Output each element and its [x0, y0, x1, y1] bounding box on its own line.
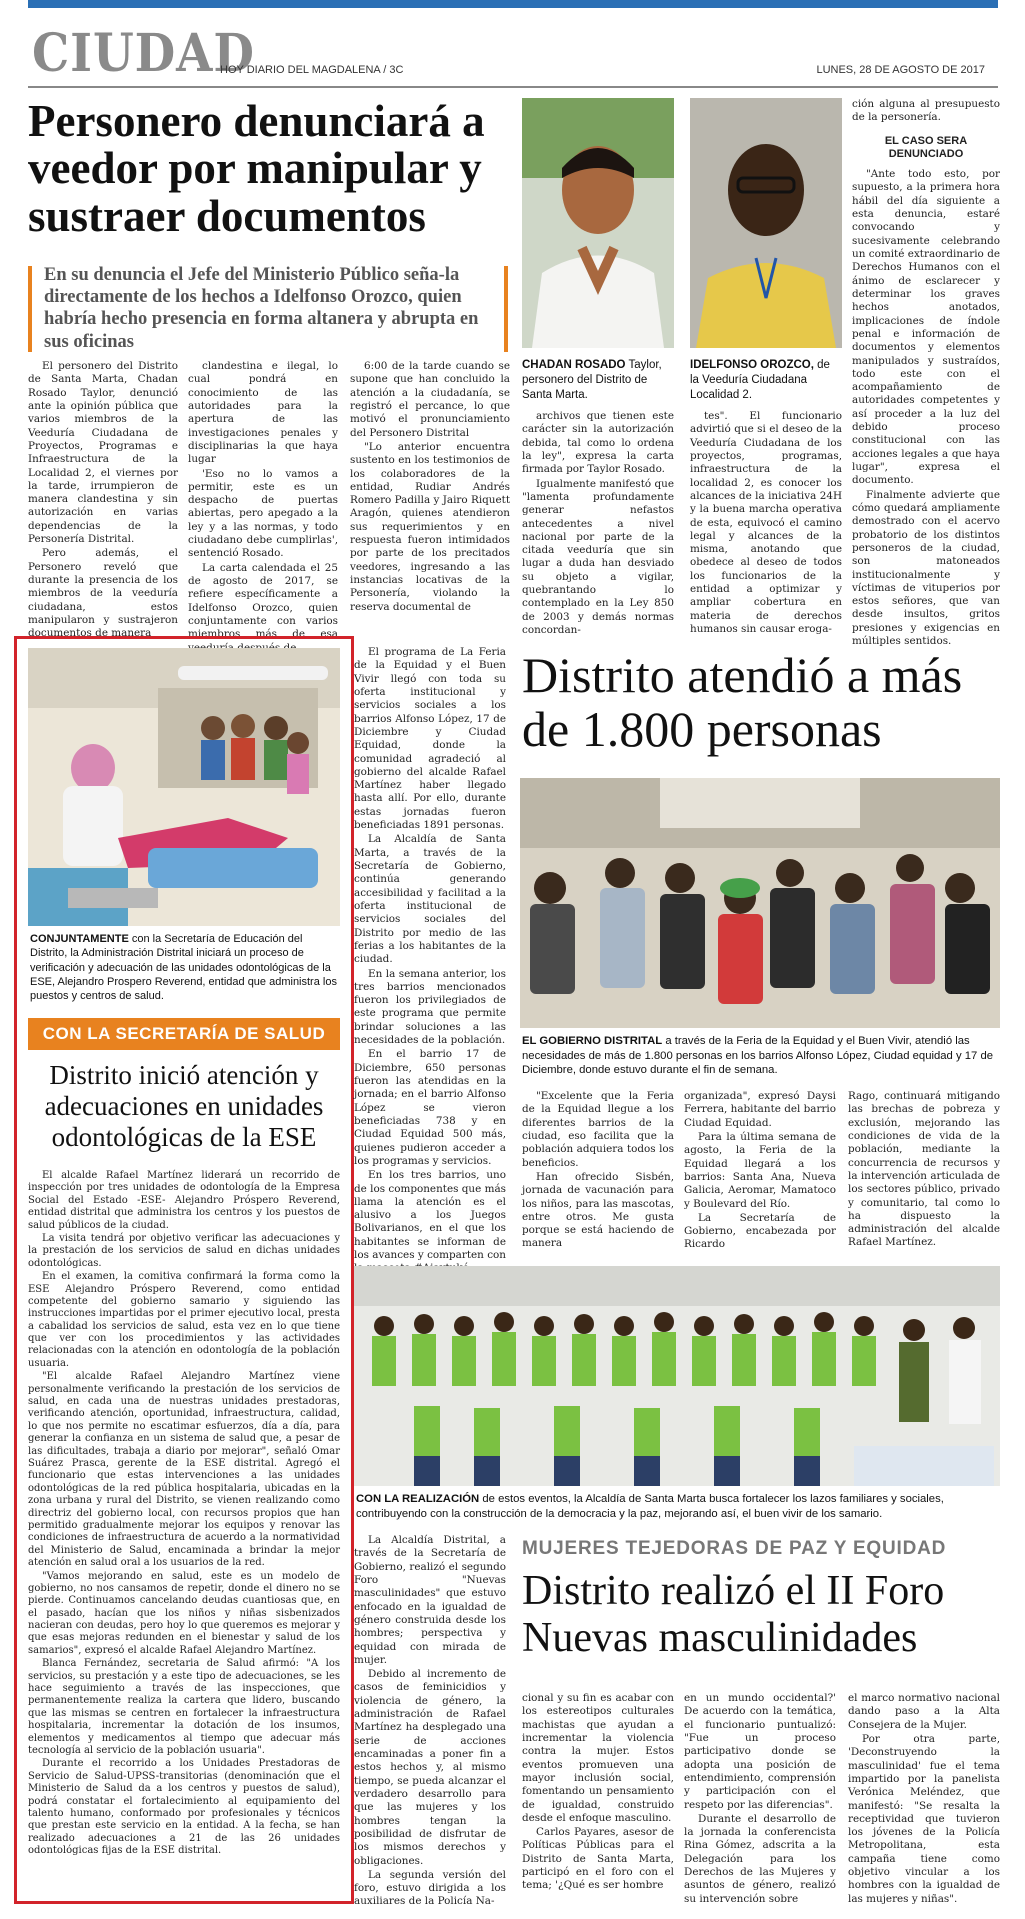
story3-a-p2: Han ofrecido Sisbén, jornada de vacunación para los niños, para las mascotas, entre otros. Me gusta porque se está haciendo de manera — [522, 1170, 674, 1250]
story2-kicker: CON LA SECRETARÍA DE SALUD — [28, 1018, 340, 1050]
fair-photo-caption — [522, 1034, 1000, 1078]
story2-p7: Durante el recorrido a los Unidades Prestadoras de Servicio de Salud-UPSS-transitorias (denominación que el Ministerio de Salud da a los centros y puestos de salud), podrá constatar el fortalecimiento al equipamiento del talento humano, conformado por profesionales y técnicos que prestan este servicio en la entidad. A la fecha, se han realizado adecuaciones a 21 de las 26 unidades odontológicas fijas de la ESE distrital. — [28, 1758, 340, 1857]
story3-a-p1: "Excelente que la Feria de la Equidad llegue a los diferentes barrios de la ciudad, eso facilita que la población adquiera todos los beneficios. — [522, 1090, 674, 1169]
story4-col4-p1: el marco normativo nacional dando paso a la Alta Consejera de la Mujer. — [848, 1692, 1000, 1731]
story1-col3-p2: "Lo anterior encuentra sustento en los testimonios de los colaboradores de la entidad, Rudiar Andrés Romero Padilla y Jairo Riquett Aragón, quienes atendieron sus requerimientos y en respuesta fueron intimidados por parte de los precitados veedores, ingresando a las instancias locativas de la Personería, violando la reserva documental de — [350, 440, 510, 613]
masthead-rule — [28, 86, 998, 88]
story3-b-p2: Para la última semana de agosto, la Feria de la Equidad llegará a los barrios: Santa Ana, Nueva Galicia, Aeromar, Mamatoco y Boulevard del Río. — [684, 1130, 836, 1210]
story3-headline: Distrito atendió a más de 1.800 personas — [522, 647, 963, 757]
story4-col3-p1: en un mundo occidental?' De acuerdo con la temática, el funcionario puntualizó: "Fue un proceso participativo donde se adopta una posición de entendimiento, comprensión y participación con el respeto por las diferencias". — [684, 1692, 836, 1811]
story2-p2: La visita tendrá por objetivo verificar las adecuaciones y la prestación de los servicios de salud en dichas unidades odontológicas. — [28, 1232, 340, 1269]
story1-col6-subhead: EL CASO SERA DENUNCIADO — [884, 134, 968, 161]
story1-col6-p1: ción alguna al presupuesto de la personería. — [852, 98, 1000, 124]
story1-col2-p1: clandestina e ilegal, lo cual pondrá en conocimiento de las autoridades para la apertura de las investigaciones penales y disciplinarias la que haya lugar — [188, 360, 338, 466]
story3-c-p1: Rago, continuará mitigando las brechas de pobreza y exclusión, mejorando las condiciones de vida de la población, mediante la concurrencia de recursos y la intervención articulada de los sectores público, privado y comunitario, tal como lo ha dispuesto la administración del alcalde Rafael Martínez. — [848, 1090, 1000, 1249]
fair-caption-text: a través de la Feria de la Equidad y el Buen Vivir, atendió las necesidades de más de 1.800 personas en los barrios Alfonso López, Ciudad equidad y 17 de Diciembre, donde estuvo durante el fin de semana. — [522, 1035, 994, 1077]
story1-headline: Personero denunciará a veedor por manipular y sustraer documentos — [28, 96, 485, 241]
story2-p4: "El alcalde Rafael Alejandro Martínez viene personalmente verificando la prestación de los servicios de salud, en cada una de nuestras unidades prestadoras, verificando atención, oportunidad, infraestructura, calidad, lo que nos permite no escatimar esfuerzos, día a día, para generar la confianza en un sistema de salud que, a pesar de las dificultades, trabaja a diario por mejorar", señaló Omar Suárez Prasca, gerente de la ESE distrital. Agregó el funcionario que estas intervenciones a las unidades odontológicas de la red pública hospitalaria, ubicadas en la zona urbana y rural del Distrito, se vienen realizando como directriz del gobierno local, con recursos propios que han permitido gradualmente mejorar los equipos y renovar las condiciones de infraestructura de acuerdo a la normatividad del Ministerio de Salud, encaminada a brindar la mejor atención en salud oral a los usuarios de la red. — [28, 1371, 340, 1569]
forum-group-photo — [354, 1266, 1000, 1486]
story1-col6-p3: Finalmente advierte que cómo quedará ampliamente demostrado con el acervo probatorio de los distintos personeros de la ciudad, son matoneados institucionalmente y víctimas de vituperios por estos señores, que van desde insultos, gritos presiones y exigencias en múltiples sentidos. — [852, 488, 1000, 648]
story1-col4-p1: archivos que tienen este carácter sin la autorización debida, tal como lo ordena la ley", expresa la carta firmada por Taylor Rosado. — [522, 410, 674, 476]
top-color-rule — [28, 0, 998, 8]
caption-chadan — [522, 358, 674, 403]
story3-b-p1: organizada", expresó Daysi Ferrera, habitante del barrio Ciudad Equidad. — [684, 1090, 836, 1129]
story4-column-2 — [522, 1692, 674, 1900]
story3-left-p2: La Alcaldía de Santa Marta, a través de la Secretaría de Gobierno, continúa generando accesibilidad y facilitad a la oferta institucional de servicios sociales del Distrito por medio de las ferias a los habitantes de la ciudad. — [354, 833, 506, 966]
story3-column-a — [522, 1090, 674, 1260]
story4-col2-p1: cional y su fin es acabar con los estereotipos culturales machistas que ayudan a incrementar la violencia contra la mujer. Estos eventos promueven una mayor inclusión social, fomentando un pensamiento de igualdad, construido desde el enfoque masculino. — [522, 1692, 674, 1824]
fair-caption-lead: EL GOBIERNO DISTRITAL — [522, 1035, 663, 1047]
story1-col1-p1: El personero del Distrito de Santa Marta, Chadan Rosado Taylor, denunció ante la opinión pública que varios miembros de la Veeduría Ciudadana de Proyectos, Programas e Infraestructura de la Localidad 2, el viernes por la tarde, irrumpieron de manera clandestina y sin autorización en varias dependencias de la Personería Distrital. — [28, 360, 178, 546]
story4-col1-p2: Debido al incremento de casos de feminicidios y violencia de género, la administración de Rafael Martínez ha desplegado una serie de acciones encaminadas a poner fin a estos hechos y, al mismo tiempo, se pueda alcanzar el verdadero desarrollo para que las mujeres y los hombres tengan la posibilidad de disfrutar de los mismos derechos y obligaciones. — [354, 1668, 506, 1867]
caption-orozco — [690, 358, 842, 403]
forum-photo-caption — [356, 1492, 1000, 1521]
caption-chadan-name: CHADAN ROSADO — [522, 359, 626, 371]
issue-date: LUNES, 28 DE AGOSTO DE 2017 — [816, 64, 985, 76]
story1-column-3 — [350, 360, 510, 628]
deck-accent-bar-right — [504, 266, 508, 352]
caption-orozco-text: de la Veeduría Ciudadana Localidad 2. — [690, 359, 830, 401]
deck-accent-bar — [28, 266, 32, 352]
dental-clinic-photo — [28, 648, 340, 926]
story2-p1: El alcalde Rafael Martínez liderará un recorrido de inspección por tres unidades de odontología de la Empresa Social del Estado -ESE- Alejandro Próspero Reverend, entidad distrital que administra los centros y los puestos de salud públicos de la ciudad. — [28, 1170, 340, 1231]
portrait-chadan-rosado — [522, 98, 674, 348]
story2-p3: En el examen, la comitiva confirmará la forma como la ESE Alejandro Próspero Reverend, como entidad competente del gobierno samario y siguiendo las instrucciones impartidas por el primer ejecutivo local, presta a cabalidad los servicios de salud, esta vez en lo que tiene que ver con los procedimientos y las actividades relacionadas con la atención en odontología de la población usuaria. — [28, 1271, 340, 1369]
caption-chadan-text: Taylor, personero del Distrito de Santa Marta. — [522, 359, 662, 401]
story2-p5: "Vamos mejorando en salud, este es un modelo de gobierno, no nos cansamos de repetir, donde el dinero no se pierde. Continuamos cancelando deudas cuantiosas que, en el pasado, hacían que los niños y niñas sisbenizados nacieran con deudas, pero hoy lo que queremos es mejorar y que esas mejoras redunden en el bienestar y salud de los samarios", expresó el alcalde Rafael Alejandro Martínez. — [28, 1570, 340, 1656]
forum-caption-text: de estos eventos, la Alcaldía de Santa Marta busca fortalecer los lazos familiares y sociales, contribuyendo con la construcción de la democracia y la paz, mejorando así, el buen vivir de los samario. — [356, 1493, 944, 1520]
story3-column-b — [684, 1090, 836, 1260]
story2-body — [28, 1170, 340, 1890]
forum-caption-lead: CON LA REALIZACIÓN — [356, 1493, 480, 1505]
story4-col2-p2: Carlos Payares, asesor de Políticas Públicas para el Distrito de Santa Marta, participó en el foro con el tema; '¿Qué es ser hombre — [522, 1826, 674, 1892]
story4-column-4 — [848, 1692, 1000, 1905]
story1-col3-p1: 6:00 de la tarde cuando se supone que han concluido la atención a la ciudadanía, se registró el percance, lo que motivó el pronunciamiento del Personero Distrital — [350, 360, 510, 439]
story2-p6: Blanca Fernández, secretaria de Salud afirmó: "A los servicios, su prestación y a este tipo de adecuaciones, se les hace seguimiento a través de las inspecciones, que permanentemente realiza la cartera que lidero, buscando que las mismas se centren en fortalecer la infraestructura hospitalaria, incrementar la dotación de los insumos, elementos y medicamentos al tiempo que adecuar más tecnología al servicio de la población usuaria". — [28, 1658, 340, 1756]
story1-column-2 — [188, 360, 338, 641]
story4-kicker: MUJERES TEJEDORAS DE PAZ Y EQUIDAD — [522, 1538, 947, 1559]
story1-deck: En su denuncia el Jefe del Ministerio Público seña-la directamente de los hechos a Idelfonso Orozco, quien habría hecho presencia en forma altanera y abrupta en sus oficinas — [44, 265, 479, 352]
caption-orozco-name: IDELFONSO OROZCO, — [690, 359, 814, 371]
story4-col4-p2: Por otra parte, 'Deconstruyendo la masculinidad' fue el tema impartido por la panelista Verónica Meléndez, que manifestó: "Se resalta la receptividad que tuvieron los jóvenes de la Policía Metropolitana, esta campaña tiene como objetivo vincular a los hombres con la igualdad de las mujeres y niñas". — [848, 1732, 1000, 1905]
story3-column-c — [848, 1090, 1000, 1260]
dental-photo-caption — [30, 932, 340, 1003]
story1-col5-p1: tes". El funcionario advirtió que si el deseo de la Veeduría Ciudadana de los proyectos, programas, infraestructura de la localidad 2, es conocer los alcances de la iniciativa 24H y la buena marcha operativa de esta, equivocó el camino legal y alcances de la misma, anotando que obedece al deseo de todos los funcionarios de la entidad a optimizar y ampliar cobertura en materia de derechos humanos sin causar eroga- — [690, 410, 842, 635]
story1-column-4 — [522, 410, 674, 636]
portrait-idelfonso-orozco — [690, 98, 842, 348]
story3-b-p3: La Secretaría de Gobierno, encabezada por Ricardo — [684, 1211, 836, 1251]
dental-caption-text: con la Secretaría de Educación del Distrito, la Administración Distrital iniciará un proceso de verificación y adecuación de las unidades odontológicas de la ESE, Alejandro Prospero Reverend, entidad que administra los puestos y centros de salud. — [30, 933, 337, 1003]
story3-left-p4: En el barrio 17 de Diciembre, 650 personas fueron las atendidas en la jornada; en el barrio Alfonso López se vieron beneficiadas 738 y en Ciudad Equidad 500 más, quienes pudieron acceder a los programas y servicios. — [354, 1048, 506, 1167]
story1-col6-p2: "Ante todo esto, por supuesto, a la primera hora hábil del día siguiente a esta denuncia, estaré convocando y sucesivamente celebrando un comité extraordinario de Derechos Humanos con el ánimo de esclarecer y determinar los graves hechos anotados, implicaciones de índole penal e información de documentos y elementos manipulados y sustraídos, todo este con el acompañamiento de autoridades competentes y así proceder a la luz del debido proceso constitucional con las acciones legales a que haya lugar", expresa el documento. — [852, 168, 1000, 487]
story1-col2-p3: La carta calendada el 25 de agosto de 2017, se refiere específicamente a Idelfonso Orozco, quien conjuntamente con varios miembros más de esa — [188, 561, 338, 641]
dental-caption-lead: CONJUNTAMENTE — [30, 933, 129, 945]
section-title: CIUDAD — [32, 23, 255, 84]
story1-column-6 — [852, 98, 1000, 648]
story4-column-3 — [684, 1692, 836, 1905]
publication-name: HOY DIARIO DEL MAGDALENA / 3C — [220, 64, 404, 76]
story3-left-p5: En los tres barrios, uno de los componentes que más llama la atención es el alusivo a los Juegos Bolivarianos, en el que los habitantes se informan de los avances y comparten con — [354, 1169, 506, 1262]
story3-left-column — [354, 646, 506, 1266]
story1-col1-p2: Pero además, el Personero reveló que durante la presencia de los miembros de la veeduría ciudadana, estos manipularon y sustrajeron documentos de manera — [28, 547, 178, 640]
story1-col2-p2: 'Eso no lo vamos a permitir, este es un despacho de puertas abiertas, pero apegado a la ley y a las normas, y todo ciudadano debe cumplirlas', sentenció Rosado. — [188, 467, 338, 560]
fair-crowd-photo — [520, 778, 1000, 1028]
story4-column-1 — [354, 1534, 506, 1908]
story4-col1-p3: La segunda versión del foro, estuvo dirigida a los auxiliares de la Policía Na- — [354, 1868, 506, 1908]
story1-column-1 — [28, 360, 178, 640]
story4-headline: Distrito realizó el II Foro Nuevas masculinidades — [522, 1568, 945, 1662]
story3-left-p1: El programa de La Feria de la Equidad y el Buen Vivir llegó con toda su oferta institucional y servicios sociales a los barrios Alfonso López, 17 de Diciembre y Ciudad Equidad, donde la comunidad agradeció al gobierno del alcalde Rafael Martínez haber llegado hasta allí. Por ello, durante estas jornadas fueron beneficiadas 1891 personas. — [354, 646, 506, 832]
story3-left-p3: En la semana anterior, los tres barrios mencionados fueron los privilegiados de este programa que permite brindar soluciones a las necesidades de la población. — [354, 967, 506, 1047]
story4-col1-p1: La Alcaldía Distrital, a través de la Secretaría de Gobierno, realizó el segundo Foro "Nuevas masculinidades" que estuvo enfocado en la igualdad de género construida desde los hombres; perspectiva y equidad con mirada de mujer. — [354, 1534, 506, 1666]
story2-headline: Distrito inició atención y adecuaciones en unidades odontológicas de la ESE — [44, 1060, 324, 1153]
story1-col4-p2: Igualmente manifestó que "lamenta profundamente generar nefastos antecedentes a nivel nacional por parte de la citada veeduría que sin lugar a duda han desviado su objeto a vigilar, quebrantando lo contemplado en la Ley 850 de 2003 y demás normas concordan- — [522, 477, 674, 636]
story1-column-5 — [690, 410, 842, 635]
story4-col3-p2: Durante el desarrollo de la jornada la conferencista Rina Gómez, adscrita a la Delegación para los Derechos de las Mujeres y asuntos de género, realizó su intervención sobre — [684, 1812, 836, 1905]
